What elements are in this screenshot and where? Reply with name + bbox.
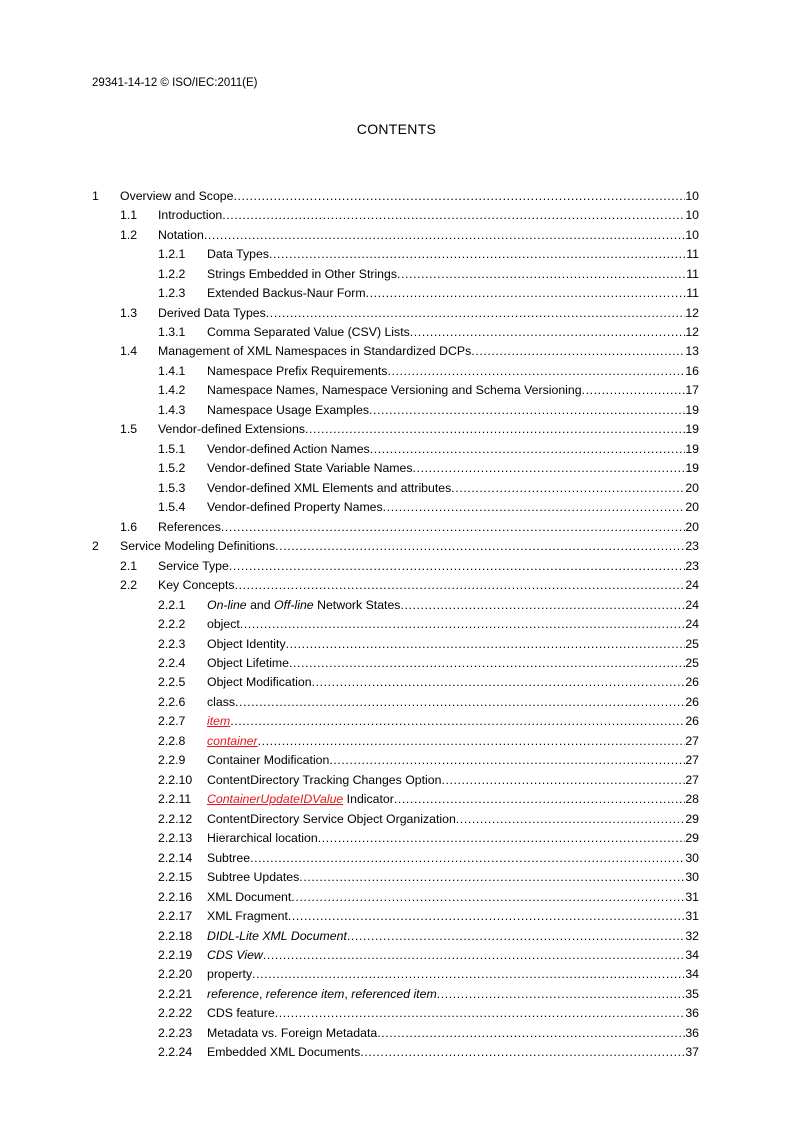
toc-entry-number: 2.2.14 xyxy=(158,850,193,865)
toc-page-number: 28 xyxy=(685,792,699,807)
title-text: Object Identity xyxy=(207,636,286,651)
toc-entry-number: 1.4 xyxy=(120,344,138,359)
toc-entry-number: 1.2.3 xyxy=(158,286,186,301)
italic-term: DIDL-Lite XML Document xyxy=(207,928,347,943)
toc-entry-number: 2.2.11 xyxy=(158,792,192,807)
title-text: Key Concepts xyxy=(158,578,235,593)
toc-page-number: 34 xyxy=(685,948,699,963)
toc-entry[interactable] xyxy=(92,303,699,322)
toc-entry-title xyxy=(207,831,318,845)
toc-entry[interactable] xyxy=(92,1023,699,1042)
title-text: Vendor-defined Action Names xyxy=(207,441,370,456)
toc-entry[interactable] xyxy=(92,264,699,283)
dot-leader xyxy=(312,675,686,689)
toc-entry-title xyxy=(207,500,383,514)
toc-entry-title xyxy=(207,637,286,651)
toc-page-number: 27 xyxy=(685,733,699,748)
toc-entry[interactable] xyxy=(92,614,699,633)
title-text: Vendor-defined Property Names xyxy=(207,500,383,515)
toc-entry[interactable] xyxy=(92,595,699,614)
toc-entry-title xyxy=(207,851,250,865)
toc-page-number: 20 xyxy=(685,519,699,534)
toc-entry-number: 1.2 xyxy=(120,227,138,242)
toc-entry-number: 1.1 xyxy=(120,208,138,223)
toc-entry[interactable] xyxy=(92,361,699,380)
table-of-contents xyxy=(92,186,699,1062)
title-text: Network States xyxy=(313,597,401,612)
toc-page-number: 20 xyxy=(685,480,699,495)
toc-entry-number: 2 xyxy=(92,539,99,554)
toc-page-number: 23 xyxy=(685,558,699,573)
page-header: 29341-14-12 © ISO/IEC:2011(E) xyxy=(92,77,258,89)
dot-leader xyxy=(250,851,685,865)
dot-leader xyxy=(366,286,687,300)
toc-page-number: 36 xyxy=(685,1025,699,1040)
dot-leader xyxy=(275,1006,686,1020)
toc-entry[interactable] xyxy=(92,342,699,361)
toc-entry-title xyxy=(207,1045,360,1059)
toc-page-number: 16 xyxy=(685,363,699,378)
toc-entry-number: 1.4.3 xyxy=(158,402,186,417)
dot-leader xyxy=(263,948,686,962)
dot-leader xyxy=(305,422,685,436)
toc-entry[interactable] xyxy=(92,1004,699,1023)
toc-page-number: 19 xyxy=(685,422,699,437)
toc-entry[interactable] xyxy=(92,498,699,517)
toc-page-number: 11 xyxy=(686,286,699,301)
dot-leader xyxy=(240,617,685,631)
dot-leader xyxy=(413,461,686,475)
title-text: Introduction xyxy=(158,208,223,223)
toc-entry-title xyxy=(207,792,394,806)
toc-entry-title xyxy=(207,461,413,475)
title-text: Container Modification xyxy=(207,753,330,768)
dot-leader xyxy=(441,773,685,787)
dot-leader xyxy=(400,598,685,612)
title-text: Namespace Prefix Requirements xyxy=(207,363,388,378)
toc-entry[interactable] xyxy=(92,887,699,906)
toc-entry-number: 2.2.21 xyxy=(158,986,193,1001)
toc-entry-title xyxy=(207,481,451,495)
toc-entry[interactable] xyxy=(92,283,699,302)
title-text: Service Type xyxy=(158,558,229,573)
toc-page-number: 10 xyxy=(685,227,699,242)
toc-entry-title xyxy=(207,1006,275,1020)
title-text: Extended Backus-Naur Form xyxy=(207,286,366,301)
title-text: ContentDirectory Service Object Organization xyxy=(207,811,456,826)
dot-leader xyxy=(204,228,686,242)
title-text: Indicator xyxy=(343,792,394,807)
toc-entry-number: 2.2 xyxy=(120,578,138,593)
toc-entry-number: 2.2.19 xyxy=(158,948,193,963)
toc-entry-number: 1.4.1 xyxy=(158,363,186,378)
toc-entry-number: 2.2.15 xyxy=(158,870,193,885)
dot-leader xyxy=(221,520,685,534)
toc-entry[interactable] xyxy=(92,692,699,711)
toc-entry[interactable] xyxy=(92,751,699,770)
toc-entry-title xyxy=(207,675,312,689)
toc-entry-number: 1.2.2 xyxy=(158,266,186,281)
toc-entry[interactable] xyxy=(92,400,699,419)
toc-entry-number: 2.2.24 xyxy=(158,1045,193,1060)
toc-page-number: 20 xyxy=(685,500,699,515)
toc-page-number: 17 xyxy=(685,383,699,398)
toc-entry[interactable] xyxy=(92,420,699,439)
dot-leader xyxy=(258,734,686,748)
title-text: Embedded XML Documents xyxy=(207,1045,361,1060)
title-text: Subtree Updates xyxy=(207,870,300,885)
dot-leader xyxy=(329,753,685,767)
toc-entry[interactable] xyxy=(92,712,699,731)
toc-entry-title xyxy=(207,656,289,670)
toc-entry-number: 2.2.22 xyxy=(158,1006,193,1021)
title-text: class xyxy=(207,694,236,709)
toc-page-number: 31 xyxy=(685,909,699,924)
toc-entry-title xyxy=(158,208,222,222)
toc-entry-number: 1.4.2 xyxy=(158,383,186,398)
title-text: property xyxy=(207,967,253,982)
toc-page-number: 35 xyxy=(685,986,699,1001)
dot-leader xyxy=(377,1026,685,1040)
title-text: Vendor-defined XML Elements and attributes xyxy=(207,480,452,495)
toc-entry-number: 2.1 xyxy=(120,558,138,573)
dot-leader xyxy=(252,967,685,981)
toc-page-number: 30 xyxy=(685,870,699,885)
toc-entry-title xyxy=(207,695,235,709)
toc-entry[interactable] xyxy=(92,965,699,984)
dot-leader xyxy=(288,909,685,923)
toc-entry-number: 1.5.2 xyxy=(158,461,186,476)
toc-entry-title xyxy=(207,987,437,1001)
toc-entry[interactable] xyxy=(92,478,699,497)
toc-entry-number: 2.2.18 xyxy=(158,928,193,943)
title-text: Derived Data Types xyxy=(158,305,266,320)
title-text: References xyxy=(158,519,221,534)
toc-entry-title xyxy=(158,578,235,592)
title-text: ContentDirectory Tracking Changes Option xyxy=(207,772,442,787)
toc-entry-number: 1.5 xyxy=(120,422,138,437)
title-text: Object Lifetime xyxy=(207,655,290,670)
toc-entry-number: 2.2.10 xyxy=(158,772,193,787)
toc-page-number: 25 xyxy=(685,655,699,670)
toc-entry-title xyxy=(120,189,233,203)
toc-entry-title xyxy=(207,948,263,962)
toc-page-number: 11 xyxy=(686,247,699,262)
dot-leader xyxy=(347,929,685,943)
toc-entry[interactable] xyxy=(92,906,699,925)
dot-leader xyxy=(397,267,686,281)
dot-leader xyxy=(229,559,685,573)
toc-entry-number: 1.2.1 xyxy=(158,247,186,262)
toc-page-number: 19 xyxy=(685,402,699,417)
toc-entry-title xyxy=(207,1026,377,1040)
dot-leader xyxy=(318,831,686,845)
toc-entry-title xyxy=(158,422,305,436)
title-text: CDS feature xyxy=(207,1006,275,1021)
dot-leader xyxy=(471,344,685,358)
toc-entry[interactable] xyxy=(92,225,699,244)
title-text: Data Types xyxy=(207,247,269,262)
dot-leader xyxy=(235,578,686,592)
dot-leader xyxy=(582,383,686,397)
toc-entry[interactable] xyxy=(92,653,699,672)
toc-entry-title xyxy=(207,773,441,787)
toc-page-number: 31 xyxy=(685,889,699,904)
toc-entry[interactable] xyxy=(92,439,699,458)
page-title: CONTENTS xyxy=(356,121,437,137)
dot-leader xyxy=(387,364,685,378)
toc-entry-number: 2.2.20 xyxy=(158,967,193,982)
toc-entry-title xyxy=(120,539,275,553)
title-text: XML Document xyxy=(207,889,292,904)
toc-entry-title xyxy=(207,325,410,339)
toc-page-number: 23 xyxy=(685,539,699,554)
toc-entry[interactable] xyxy=(92,575,699,594)
title-text: Namespace Usage Examples xyxy=(207,402,369,417)
toc-entry-number: 2.2.6 xyxy=(158,694,186,709)
title-text: Service Modeling Definitions xyxy=(120,539,276,554)
title-text: , xyxy=(344,986,352,1001)
dot-leader xyxy=(369,403,685,417)
italic-term: reference xyxy=(207,986,259,1001)
title-text: Vendor-defined State Variable Names xyxy=(207,461,413,476)
toc-page-number: 26 xyxy=(685,714,699,729)
toc-entry-number: 1.3 xyxy=(120,305,138,320)
title-text: XML Fragment xyxy=(207,909,288,924)
toc-page-number: 13 xyxy=(685,344,699,359)
toc-entry[interactable] xyxy=(92,926,699,945)
italic-term: CDS View xyxy=(207,948,263,963)
term-link[interactable]: container xyxy=(207,733,258,748)
toc-entry-number: 1.5.4 xyxy=(158,500,186,515)
toc-page-number: 26 xyxy=(685,675,699,690)
toc-entry[interactable] xyxy=(92,770,699,789)
toc-entry-number: 2.2.2 xyxy=(158,617,186,632)
toc-entry-title xyxy=(207,383,582,397)
toc-page-number: 12 xyxy=(685,325,699,340)
toc-entry-title xyxy=(207,870,299,884)
italic-term: reference item xyxy=(265,986,345,1001)
toc-entry[interactable] xyxy=(92,984,699,1003)
dot-leader xyxy=(275,539,685,553)
title-text: Subtree xyxy=(207,850,251,865)
toc-entry[interactable] xyxy=(92,828,699,847)
toc-page-number: 29 xyxy=(685,831,699,846)
toc-page-number: 36 xyxy=(685,1006,699,1021)
toc-entry[interactable] xyxy=(92,634,699,653)
toc-entry-title xyxy=(158,344,471,358)
title-text: Metadata vs. Foreign Metadata xyxy=(207,1025,378,1040)
toc-entry[interactable] xyxy=(92,205,699,224)
dot-leader xyxy=(451,481,685,495)
toc-entry-number: 2.2.8 xyxy=(158,733,186,748)
dot-leader xyxy=(235,695,685,709)
dot-leader xyxy=(266,306,686,320)
dot-leader xyxy=(383,500,686,514)
dot-leader xyxy=(286,637,686,651)
title-text: and xyxy=(246,597,275,612)
toc-entry[interactable] xyxy=(92,517,699,536)
dot-leader xyxy=(291,890,685,904)
toc-entry-title xyxy=(207,734,258,748)
toc-entry[interactable] xyxy=(92,945,699,964)
title-text: Object Modification xyxy=(207,675,312,690)
toc-entry-title xyxy=(207,403,369,417)
toc-page-number: 37 xyxy=(685,1045,699,1060)
italic-term: referenced item xyxy=(351,986,437,1001)
toc-entry[interactable] xyxy=(92,186,699,205)
toc-entry-title xyxy=(207,364,387,378)
title-text: Hierarchical location xyxy=(207,831,318,846)
title-text: object xyxy=(207,617,240,632)
toc-page-number: 10 xyxy=(685,188,699,203)
italic-term: On-line xyxy=(207,597,247,612)
dot-leader xyxy=(410,325,686,339)
toc-entry[interactable] xyxy=(92,381,699,400)
toc-entry[interactable] xyxy=(92,556,699,575)
dot-leader xyxy=(394,792,685,806)
dot-leader xyxy=(230,714,685,728)
italic-term: Off-line xyxy=(274,597,314,612)
toc-entry-title xyxy=(207,812,456,826)
dot-leader xyxy=(233,189,685,203)
toc-entry-number: 1 xyxy=(92,188,99,203)
toc-page-number: 10 xyxy=(685,208,699,223)
toc-entry-number: 2.2.23 xyxy=(158,1025,193,1040)
toc-entry-number: 2.2.17 xyxy=(158,909,193,924)
toc-entry-title xyxy=(207,267,397,281)
title-text: Namespace Names, Namespace Versioning and Schema Versioning xyxy=(207,383,582,398)
dot-leader xyxy=(360,1045,685,1059)
toc-page-number: 24 xyxy=(685,597,699,612)
toc-entry-number: 1.5.1 xyxy=(158,441,186,456)
toc-entry-number: 2.2.13 xyxy=(158,831,193,846)
term-link[interactable]: ContainerUpdateIDValue xyxy=(207,792,344,807)
toc-entry[interactable] xyxy=(92,244,699,263)
toc-entry-title xyxy=(207,929,347,943)
toc-entry-title xyxy=(207,286,366,300)
dot-leader xyxy=(299,870,685,884)
toc-entry-title xyxy=(207,909,288,923)
toc-entry[interactable] xyxy=(92,1043,699,1062)
toc-entry[interactable] xyxy=(92,867,699,886)
toc-entry[interactable] xyxy=(92,536,699,555)
toc-entry-title xyxy=(207,598,400,612)
toc-entry-title xyxy=(158,228,204,242)
toc-entry-number: 2.2.16 xyxy=(158,889,193,904)
toc-entry-number: 2.2.5 xyxy=(158,675,186,690)
toc-entry-title xyxy=(207,890,291,904)
toc-page-number: 25 xyxy=(685,636,699,651)
title-text: Management of XML Namespaces in Standardized DCPs xyxy=(158,344,472,359)
toc-page-number: 32 xyxy=(685,928,699,943)
toc-entry[interactable] xyxy=(92,731,699,750)
toc-entry-number: 2.2.9 xyxy=(158,753,186,768)
toc-entry[interactable] xyxy=(92,790,699,809)
title-text: Notation xyxy=(158,227,204,242)
toc-page-number: 29 xyxy=(685,811,699,826)
toc-entry-title xyxy=(207,967,252,981)
dot-leader xyxy=(456,812,686,826)
toc-entry-number: 2.2.12 xyxy=(158,811,193,826)
toc-entry-title xyxy=(207,247,269,261)
dot-leader xyxy=(269,247,686,261)
toc-page-number: 27 xyxy=(685,772,699,787)
dot-leader xyxy=(437,987,686,1001)
toc-page-number: 19 xyxy=(685,461,699,476)
toc-page-number: 12 xyxy=(685,305,699,320)
toc-entry-title xyxy=(158,559,229,573)
toc-entry-title xyxy=(207,753,329,767)
toc-entry[interactable] xyxy=(92,673,699,692)
toc-entry[interactable] xyxy=(92,322,699,341)
toc-page-number: 27 xyxy=(685,753,699,768)
toc-entry-title xyxy=(207,442,370,456)
toc-page-number: 24 xyxy=(685,578,699,593)
toc-entry-title xyxy=(158,520,221,534)
toc-entry-number: 2.2.3 xyxy=(158,636,186,651)
toc-entry-title xyxy=(158,306,266,320)
dot-leader xyxy=(289,656,685,670)
toc-entry-number: 2.2.7 xyxy=(158,714,186,729)
term-link[interactable]: item xyxy=(207,714,231,729)
toc-entry-title xyxy=(207,714,230,728)
toc-entry-title xyxy=(207,617,240,631)
toc-entry-number: 1.5.3 xyxy=(158,480,186,495)
title-text: Overview and Scope xyxy=(120,188,234,203)
toc-page-number: 19 xyxy=(685,441,699,456)
title-text: Strings Embedded in Other Strings xyxy=(207,266,398,281)
toc-page-number: 24 xyxy=(685,617,699,632)
title-text: , xyxy=(258,986,266,1001)
toc-page-number: 30 xyxy=(685,850,699,865)
toc-entry-number: 2.2.4 xyxy=(158,655,186,670)
dot-leader xyxy=(370,442,686,456)
toc-entry[interactable] xyxy=(92,848,699,867)
title-text: Vendor-defined Extensions xyxy=(158,422,305,437)
title-text: Comma Separated Value (CSV) Lists xyxy=(207,325,410,340)
toc-page-number: 34 xyxy=(685,967,699,982)
dot-leader xyxy=(222,208,685,222)
toc-entry-number: 2.2.1 xyxy=(158,597,186,612)
toc-entry[interactable] xyxy=(92,809,699,828)
toc-entry-number: 1.3.1 xyxy=(158,325,186,340)
toc-entry[interactable] xyxy=(92,459,699,478)
toc-page-number: 26 xyxy=(685,694,699,709)
toc-page-number: 11 xyxy=(686,266,699,281)
toc-entry-number: 1.6 xyxy=(120,519,138,534)
